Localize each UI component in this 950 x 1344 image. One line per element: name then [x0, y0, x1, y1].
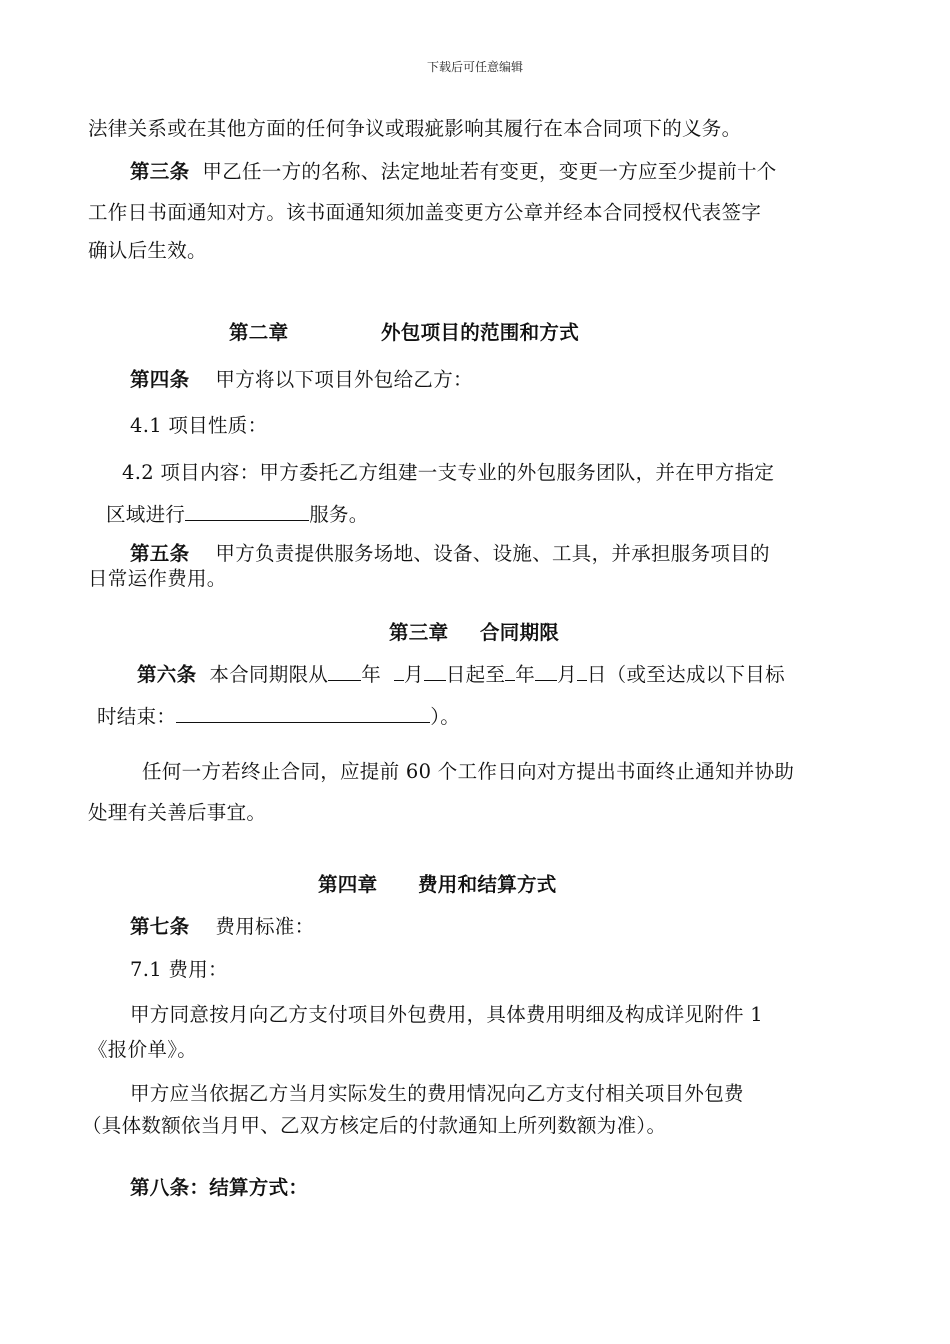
article-3-line-1	[130, 159, 777, 185]
article-5-text-1: 甲方负责提供服务场地、设备、设施、工具，并承担服务项目的	[215, 542, 770, 565]
item-4-2-line-1: 4.2 项目内容：甲方委托乙方组建一支专业的外包服务团队，并在甲方指定	[122, 461, 775, 484]
intro-line: 法律关系或在其他方面的任何争议或瑕疵影响其履行在本合同项下的义务。	[88, 117, 742, 140]
day-until-label: 日起至	[445, 663, 506, 686]
end-year-label: 年	[515, 663, 536, 686]
article-5-line-1	[130, 541, 770, 567]
item-4-2-text-a: 区域进行	[106, 503, 186, 526]
article-3-line-2: 工作日书面通知对方。该书面通知须加盖变更方公章并经本合同授权代表签字	[88, 201, 762, 224]
article-6-text-start: 本合同期限从	[209, 663, 329, 686]
page-header: 下载后可任意编辑	[426, 60, 523, 74]
article-6-text-2b: ）。	[430, 705, 461, 728]
article-8-heading: 第八条：结算方式：	[130, 1176, 309, 1199]
article-7-label: 第七条	[130, 915, 190, 938]
article-5-label: 第五条	[130, 542, 190, 565]
start-year-blank[interactable]	[328, 662, 361, 681]
article-3-label: 第三条	[130, 160, 190, 183]
article-4-label: 第四条	[130, 368, 190, 391]
end-month-label: 月	[557, 663, 577, 686]
month-label: 月	[404, 663, 424, 686]
item-4-2-line-2	[106, 502, 369, 528]
target-blank[interactable]	[176, 704, 430, 723]
start-month-blank[interactable]	[394, 662, 404, 681]
article-3-line-3: 确认后生效。	[88, 239, 207, 262]
article-3-text-1: 甲乙任一方的名称、法定地址若有变更，变更一方应至少提前十个	[202, 160, 777, 183]
article-7-line	[130, 914, 314, 940]
end-year-blank[interactable]	[505, 662, 515, 681]
year-label: 年	[361, 663, 382, 686]
chapter-2-number: 第二章	[229, 321, 289, 344]
chapter-3-title: 合同期限	[480, 621, 560, 644]
chapter-2-title: 外包项目的范围和方式	[381, 321, 580, 344]
end-day-blank[interactable]	[577, 662, 587, 681]
item-7-1: 7.1 费用：	[130, 958, 228, 981]
article-6-text-2a: 时结束：	[97, 705, 177, 728]
item-4-2-text-b: 服务。	[309, 503, 369, 526]
article-4-line	[130, 367, 473, 393]
termination-line-1: 任何一方若终止合同，应提前 60 个工作日向对方提出书面终止通知并协助	[142, 760, 795, 783]
fee-para-1-line-2: 《报价单》。	[88, 1038, 198, 1061]
article-6-label: 第六条	[137, 663, 197, 686]
fee-para-1-line-1: 甲方同意按月向乙方支付项目外包费用，具体费用明细及构成详见附件 1	[130, 1003, 764, 1026]
chapter-4-number: 第四章	[318, 873, 378, 896]
item-4-1: 4.1 项目性质：	[130, 414, 268, 437]
start-day-blank[interactable]	[424, 662, 446, 681]
article-6-line-2	[97, 704, 460, 730]
service-area-blank[interactable]	[185, 502, 309, 521]
end-month-blank[interactable]	[535, 662, 557, 681]
chapter-3-number: 第三章	[389, 621, 449, 644]
fee-para-2-line-1: 甲方应当依据乙方当月实际发生的费用情况向乙方支付相关项目外包费	[130, 1082, 744, 1105]
article-7-text: 费用标准：	[215, 915, 315, 938]
chapter-4-title: 费用和结算方式	[418, 873, 557, 896]
article-5-line-2: 日常运作费用。	[88, 567, 227, 590]
article-6-text-end: 日（或至达成以下目标	[586, 663, 785, 686]
article-6-line-1	[137, 662, 785, 688]
termination-line-2: 处理有关善后事宜。	[88, 801, 267, 824]
article-4-text: 甲方将以下项目外包给乙方：	[215, 368, 473, 391]
fee-para-2-line-2: （具体数额依当月甲、乙双方核定后的付款通知上所列数额为准）。	[82, 1114, 667, 1137]
